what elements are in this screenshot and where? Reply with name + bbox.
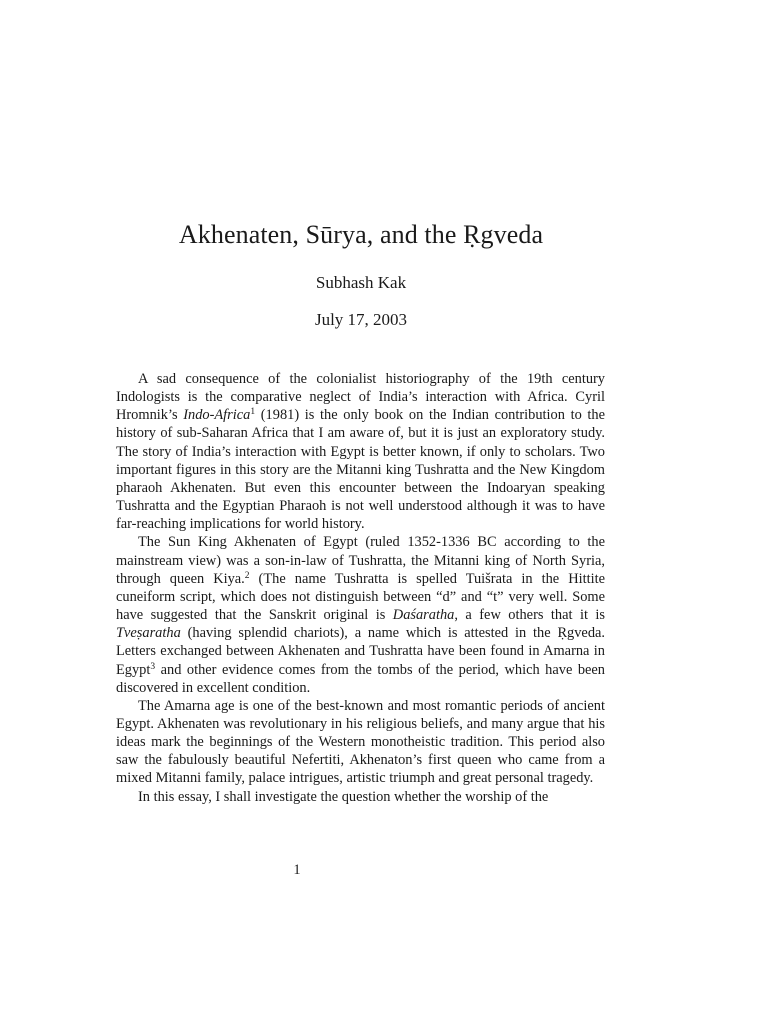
italic-term: Daśaratha xyxy=(392,607,455,624)
footnote-marker: 2 xyxy=(244,570,250,581)
footnote-marker: 1 xyxy=(250,407,256,418)
text-run: (having splendid chariots), a name which is attested in the Ṛgveda. Letters exchanged between Akhenaten and Tushratta have been found in Amarna in Egypt xyxy=(116,625,605,678)
paragraph-2 xyxy=(116,533,605,696)
text-run: The Sun King Akhenaten of Egypt (ruled 1352-1336 BC according to the mainstream view) was a son-in-law of Tushratta, the Mitanni king of North Syria, through queen Kiya. xyxy=(116,534,605,587)
publication-date: July 17, 2003 xyxy=(314,310,408,329)
text-run: , a few others that it is xyxy=(454,607,605,624)
italic-term: Tveṣaratha xyxy=(116,625,181,642)
body-text xyxy=(116,370,605,806)
text-run: A sad consequence of the colonialist historiography of the 19th century Indologists is the comparative neglect of India’s interaction with Africa. Cyril Hromnik’s xyxy=(116,371,605,424)
book-title: Indo-Africa xyxy=(183,407,251,424)
paragraph-1 xyxy=(116,370,605,533)
text-run: (The name Tushratta is spelled Tuišrata in the Hittite cuneiform script, which does not distinguish between “d” and “t” very well. Some have suggested that the Sanskrit original is xyxy=(116,570,605,624)
text-run: (1981) is the only book on the Indian contribution to the history of sub-Saharan Africa that I am aware of, but it is just an exploratory study. The story of India’s interaction with Egypt is better known, if only to scholars. Two important figures in this story are the Mitanni king Tushratta and the New Kingdom pharaoh Akhenaten. But even this encounter between the Indoaryan speaking Tushratta and the Egyptian Pharaoh is not well understood although it was to have far-reaching implications for world history. xyxy=(116,407,605,533)
paper-title: Akhenaten, Sūrya, and the Ṛgveda xyxy=(178,220,544,249)
footnote-marker: 3 xyxy=(150,661,156,672)
text-run: and other evidence comes from the tombs of the period, which have been discovered in excellent condition. xyxy=(116,661,605,696)
page-number: 1 xyxy=(293,862,301,878)
paragraph-3: The Amarna age is one of the best-known and most romantic periods of ancient Egypt. Akhenaten was revolutionary in his religious beliefs, and many argue that his ideas mark the beginnings of the Western monotheistic tradition. This period also saw the fabulously beautiful Nefertiti, Akhenaton’s first queen who came from a mixed Mitanni family, palace intrigues, artistic triumph and great personal tragedy. xyxy=(116,697,605,787)
paragraph-4: In this essay, I shall investigate the question whether the worship of the xyxy=(138,788,549,805)
author-name: Subhash Kak xyxy=(315,273,407,292)
